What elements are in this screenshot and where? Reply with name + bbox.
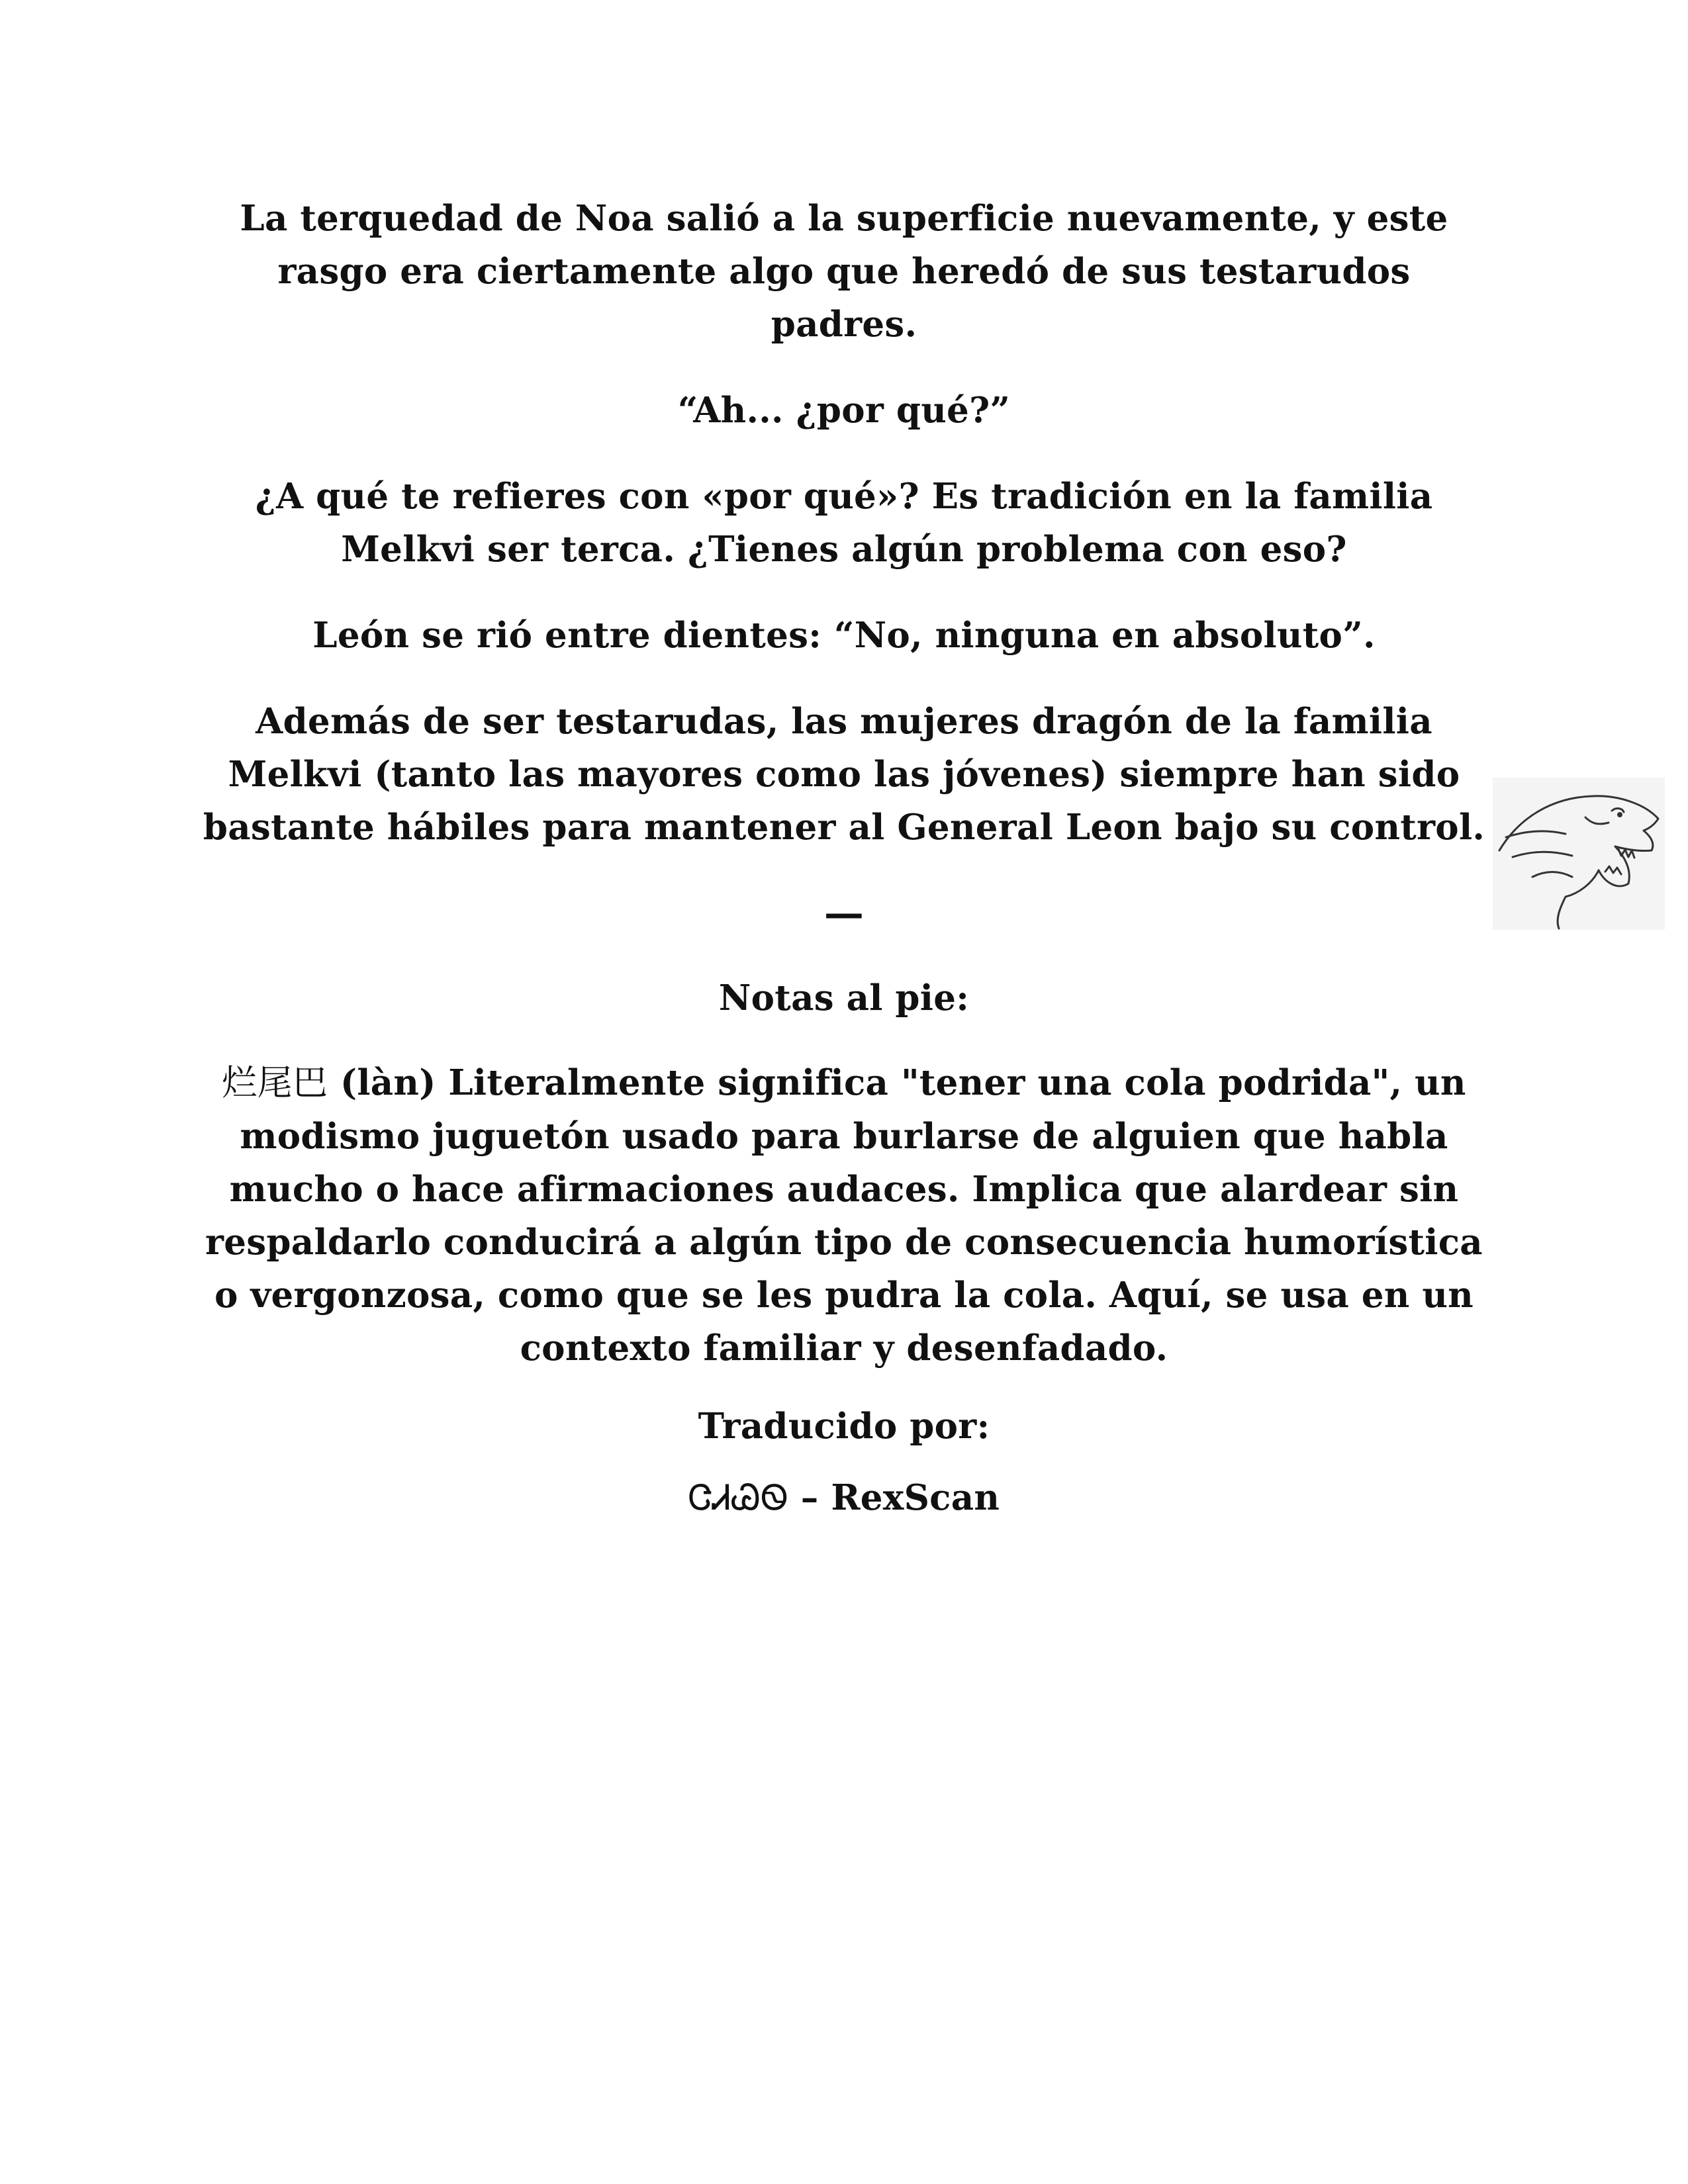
paragraph-1: La terquedad de Noa salió a la superficie nuevamente, y este rasgo era ciertamente algo que heredó de sus testarudos padres. (240, 198, 1448, 345)
paragraph-3: ¿A qué te refieres con «por qué»? Es tradición en la familia Melkvi ser terca. ¿Tienes algún problema con eso? (255, 476, 1433, 570)
notes-title: Notas al pie: (718, 978, 970, 1019)
paragraph-2: “Ah... ¿por qué?” (677, 390, 1011, 431)
credits-separator: – (800, 1477, 819, 1518)
translator-name: ᏣᏗᏊᏫ (688, 1478, 788, 1518)
dinosaur-sketch-icon (1493, 778, 1665, 930)
section-separator: — (823, 890, 865, 936)
document-body (199, 192, 1489, 1525)
paragraph-5: Además de ser testarudas, las mujeres dragón de la familia Melkvi (tanto las mayores como las jóvenes) siempre han sido bastante hábiles para mantener al General Leon bajo su control. (203, 701, 1485, 848)
footnote-text: (làn) Literalmente significa "tener una cola podrida", un modismo juguetón usado para burlarse de alguien que habla mucho o hace afirmaciones audaces. Implica que alardear sin respaldarlo conducirá a algún tipo de consecuencia humorística o vergonzosa, como que se les pudra la cola. Aquí, se usa en un contexto familiar y desenfadado. (205, 1062, 1483, 1369)
group-name: RexScan (831, 1477, 1000, 1518)
credits-line (199, 1471, 1489, 1525)
footnote-term: 烂尾巴 (222, 1063, 328, 1103)
footnote (199, 1056, 1489, 1375)
paragraph-4: León se rió entre dientes: “No, ninguna en absoluto”. (312, 615, 1376, 656)
credits-title: Traducido por: (698, 1406, 990, 1447)
